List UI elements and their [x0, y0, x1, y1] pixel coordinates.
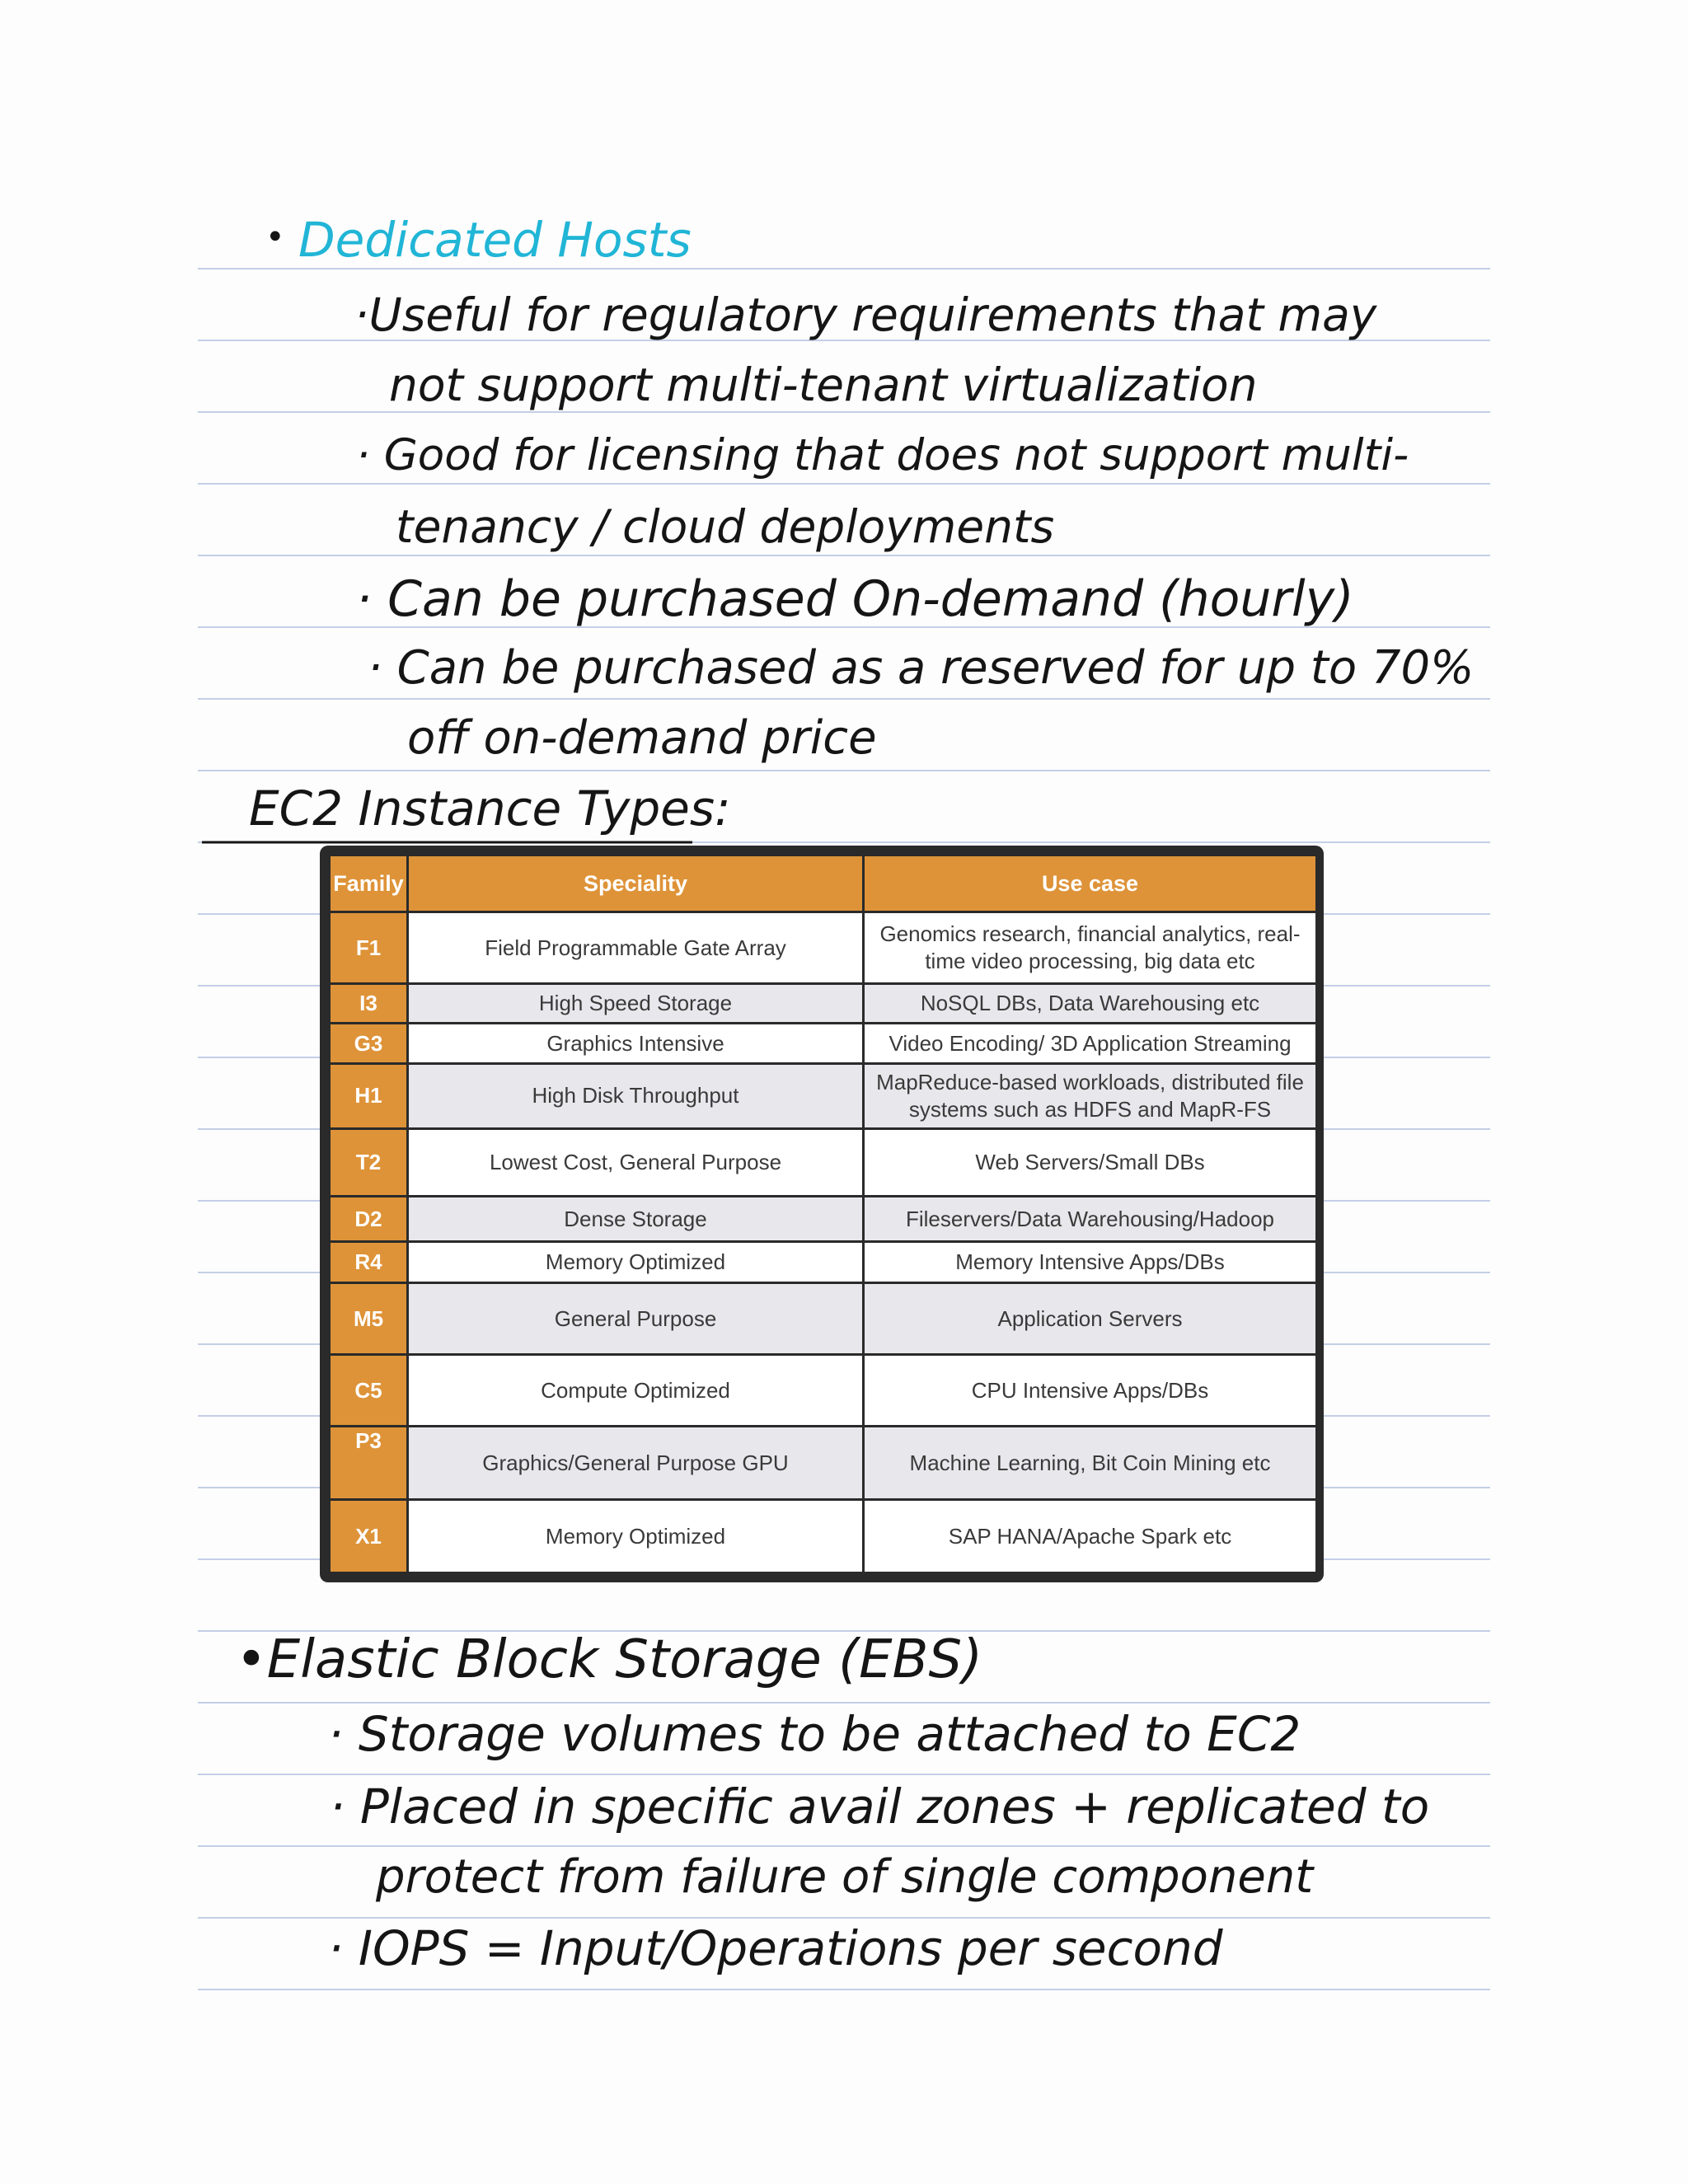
table-row: [330, 1197, 1317, 1242]
bullet-dot: •: [265, 218, 285, 256]
speciality-cell: General Purpose: [408, 1283, 864, 1355]
use-case-cell: NoSQL DBs, Data Warehousing etc: [864, 983, 1317, 1023]
family-cell: H1: [330, 1063, 408, 1128]
family-cell: D2: [330, 1197, 408, 1242]
use-case-cell: MapReduce-based workloads, distributed file systems such as HDFS and MapR-FS: [864, 1063, 1317, 1128]
table-row: [330, 1241, 1317, 1283]
header-family: Family: [330, 855, 408, 912]
ebs-heading: •Elastic Block Storage (EBS): [236, 1629, 983, 1690]
use-case-cell: SAP HANA/Apache Spark etc: [864, 1500, 1317, 1573]
use-case-cell: CPU Intensive Apps/DBs: [864, 1355, 1317, 1427]
speciality-cell: Graphics Intensive: [408, 1024, 864, 1063]
dedicated-hosts-heading: Dedicated Hosts: [298, 212, 692, 268]
header-use-case: Use case: [864, 855, 1317, 912]
speciality-cell: Graphics/General Purpose GPU: [408, 1427, 864, 1500]
family-cell: M5: [330, 1283, 408, 1355]
speciality-cell: High Speed Storage: [408, 983, 864, 1023]
speciality-cell: Memory Optimized: [408, 1241, 864, 1283]
family-cell: T2: [330, 1128, 408, 1197]
table-row: [330, 1128, 1317, 1197]
note-line-3: · Good for licensing that does not support multi-: [356, 430, 1409, 480]
use-case-cell: Memory Intensive Apps/DBs: [864, 1241, 1317, 1283]
table-row: [330, 912, 1317, 984]
use-case-cell: Application Servers: [864, 1283, 1317, 1355]
table-row: [330, 983, 1317, 1023]
table-row: [330, 1355, 1317, 1427]
family-cell: F1: [330, 912, 408, 984]
speciality-cell: Field Programmable Gate Array: [408, 912, 864, 984]
use-case-cell: Fileservers/Data Warehousing/Hadoop: [864, 1197, 1317, 1242]
ec2-instance-table: [320, 846, 1324, 1582]
ebs-line-4: · IOPS = Input/Operations per second: [328, 1920, 1223, 1976]
note-line-5: · Can be purchased On-demand (hourly): [356, 570, 1354, 628]
ebs-line-2: · Placed in specific avail zones + replicated to: [330, 1779, 1430, 1835]
speciality-cell: High Disk Throughput: [408, 1063, 864, 1128]
ec2-instance-types-heading: EC2 Instance Types:: [249, 780, 731, 837]
ec2-table-grid: [328, 854, 1318, 1574]
use-case-cell: Video Encoding/ 3D Application Streaming: [864, 1024, 1317, 1063]
note-line-2: not support multi-tenant virtualization: [389, 359, 1258, 411]
table-row: [330, 1283, 1317, 1355]
use-case-cell: Machine Learning, Bit Coin Mining etc: [864, 1427, 1317, 1500]
use-case-cell: Web Servers/Small DBs: [864, 1128, 1317, 1197]
ebs-line-1: · Storage volumes to be attached to EC2: [328, 1706, 1301, 1762]
table-row: [330, 1063, 1317, 1128]
table-row: [330, 1024, 1317, 1063]
family-cell: C5: [330, 1355, 408, 1427]
note-line-1: ·Useful for regulatory requirements that may: [354, 288, 1377, 341]
header-speciality: Speciality: [408, 855, 864, 912]
table-row: [330, 1500, 1317, 1573]
note-line-4: tenancy / cloud deployments: [396, 500, 1055, 553]
family-cell: P3: [330, 1427, 408, 1500]
family-cell: R4: [330, 1241, 408, 1283]
table-row: [330, 1427, 1317, 1500]
family-cell: G3: [330, 1024, 408, 1063]
speciality-cell: Lowest Cost, General Purpose: [408, 1128, 864, 1197]
table-header-row: [330, 855, 1317, 912]
family-cell: I3: [330, 983, 408, 1023]
speciality-cell: Dense Storage: [408, 1197, 864, 1242]
family-cell: X1: [330, 1500, 408, 1573]
note-line-7: off on-demand price: [407, 711, 877, 765]
ebs-line-3: protect from failure of single component: [376, 1850, 1314, 1904]
speciality-cell: Memory Optimized: [408, 1500, 864, 1573]
speciality-cell: Compute Optimized: [408, 1355, 864, 1427]
use-case-cell: Genomics research, financial analytics, real-time video processing, big data etc: [864, 912, 1317, 984]
note-line-6: · Can be purchased as a reserved for up to 70%: [368, 641, 1475, 695]
